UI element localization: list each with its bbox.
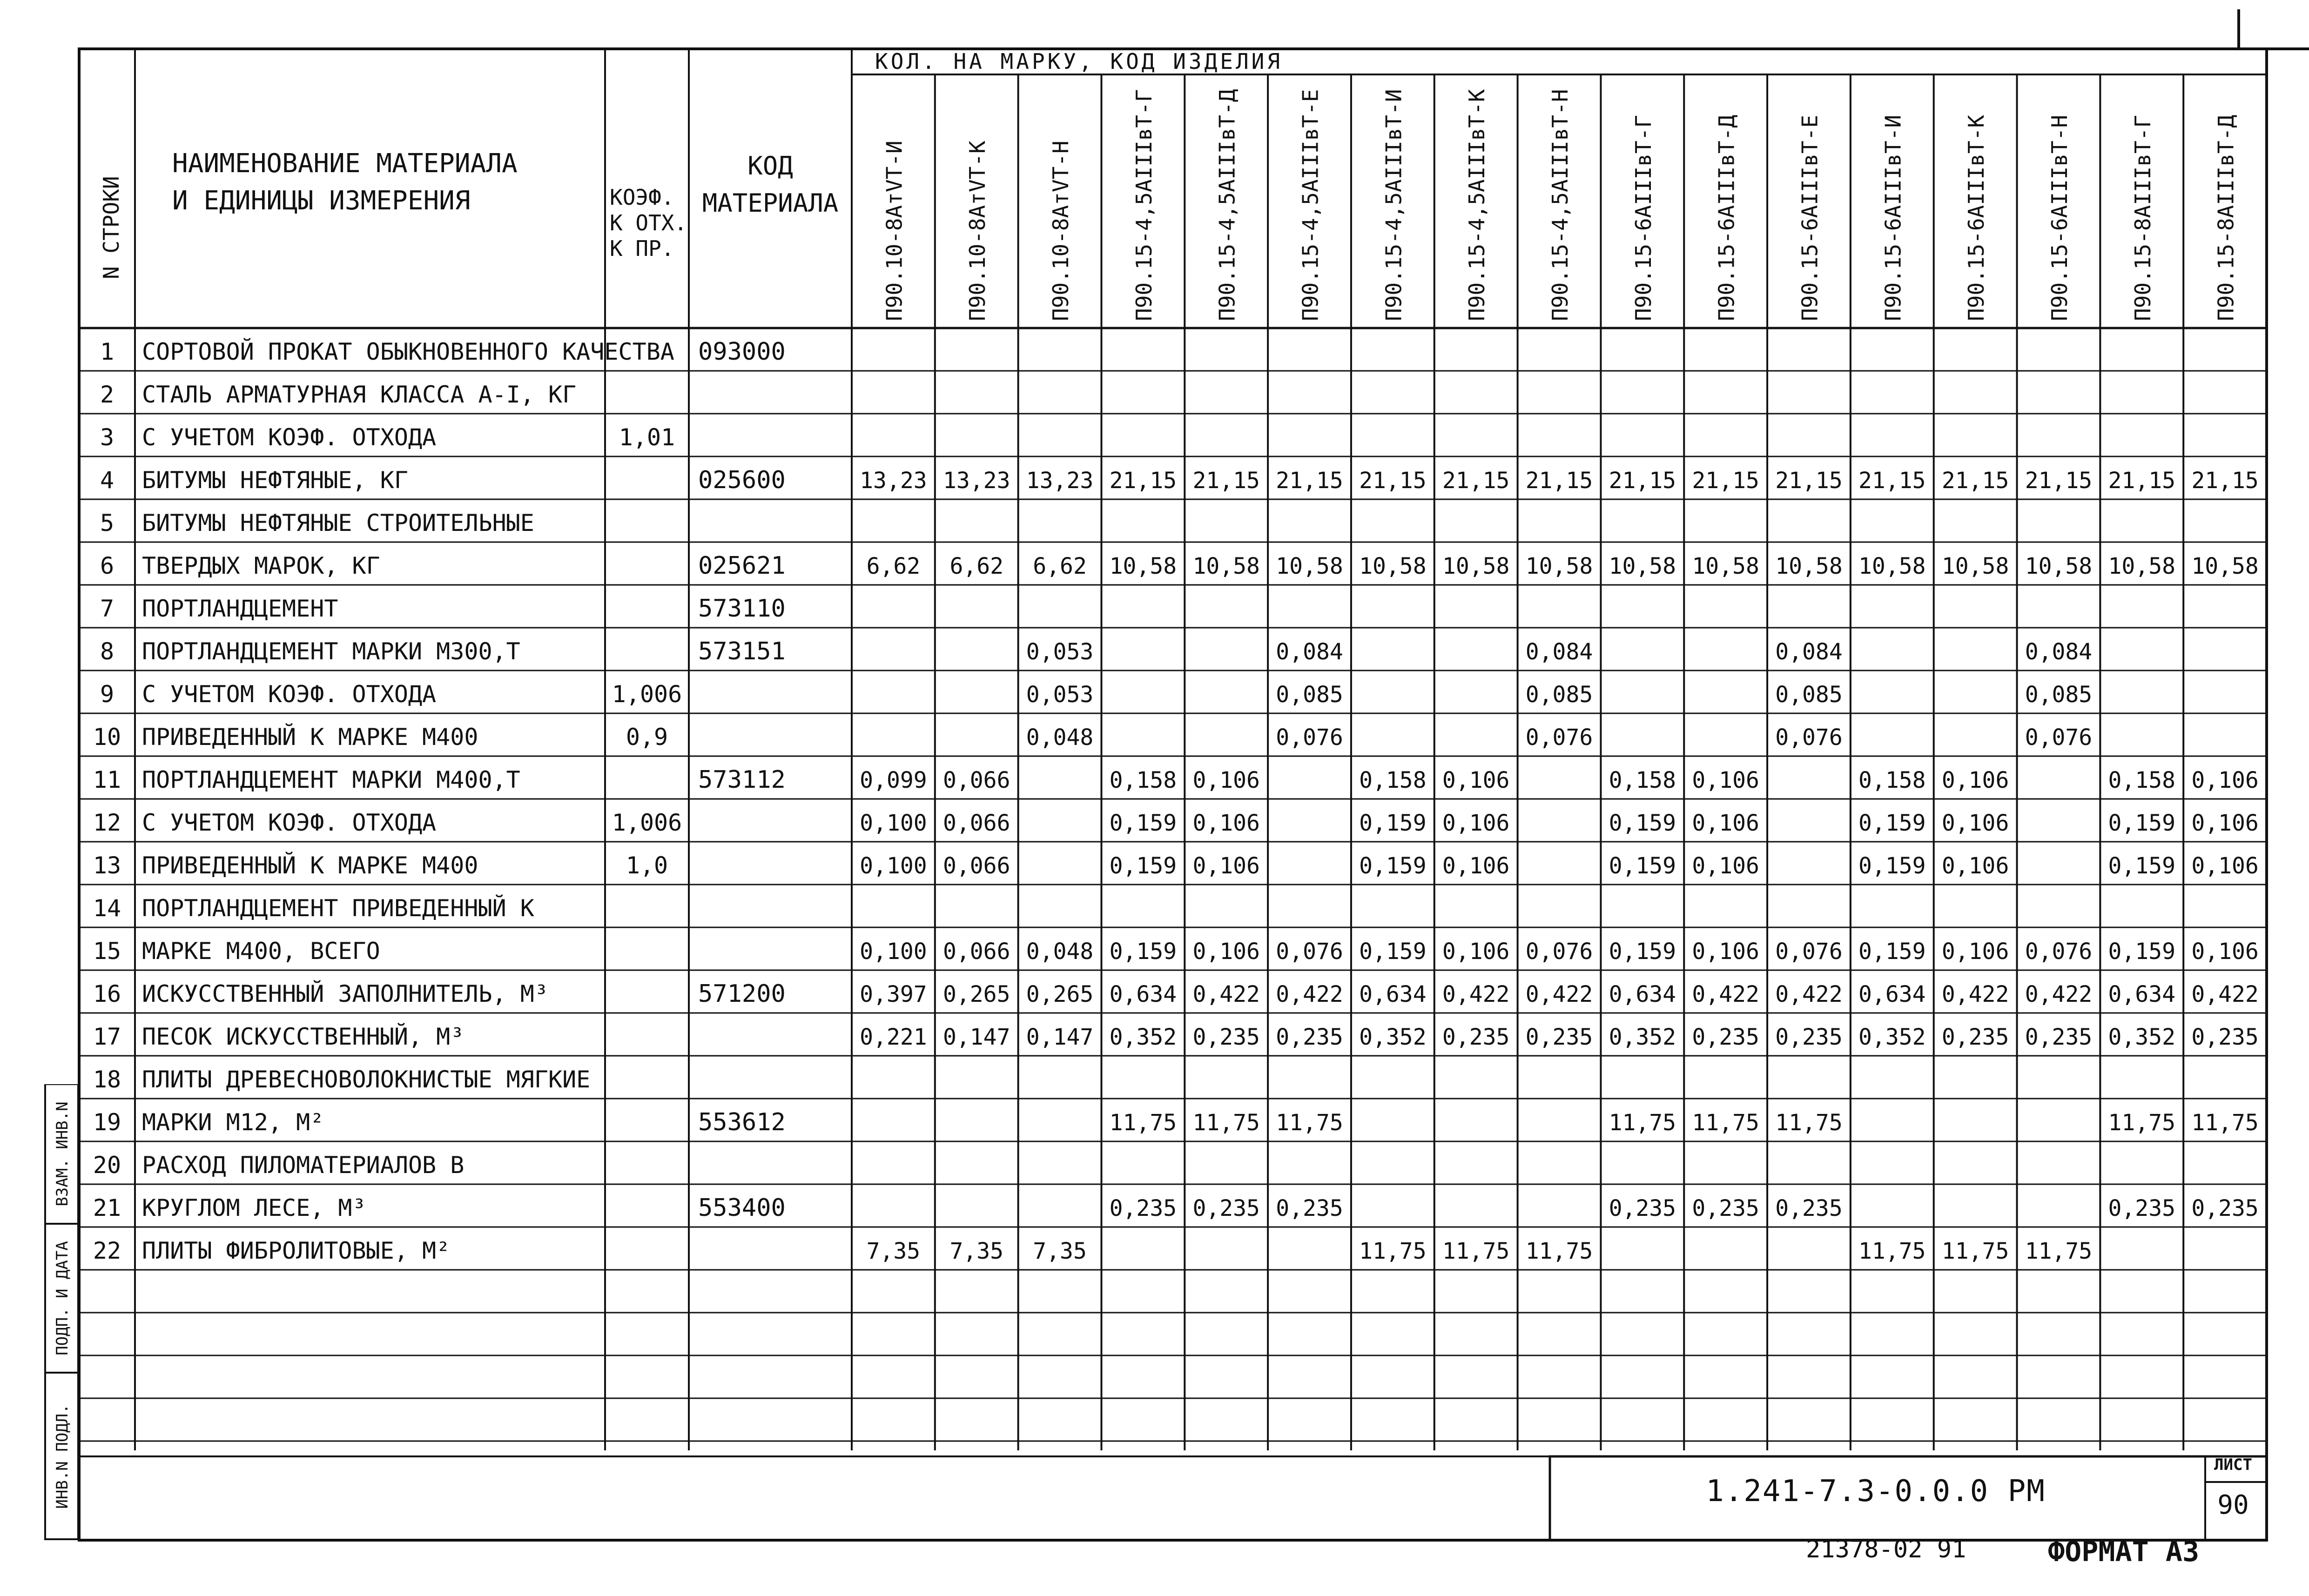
row-value: 0,099 <box>860 767 927 793</box>
row-value: 0,422 <box>1692 981 1759 1007</box>
row-value: 10,58 <box>1525 553 1593 579</box>
row-value: 11,75 <box>1775 1110 1843 1136</box>
row-value: 0,106 <box>1692 810 1759 836</box>
header-mark: П90.10-8АтVТ-И <box>882 141 907 321</box>
row-value: 21,15 <box>1692 468 1759 494</box>
row-value: 0,422 <box>1525 981 1593 1007</box>
row-value: 0,106 <box>1941 939 2009 965</box>
row-value: 0,422 <box>1276 981 1343 1007</box>
row-value: 0,076 <box>2025 939 2093 965</box>
row-value: 0,100 <box>860 810 927 836</box>
row-value: 0,053 <box>1026 682 1094 708</box>
row-value: 0,422 <box>2191 981 2259 1007</box>
row-value: 10,58 <box>1192 553 1260 579</box>
row-value: 0,235 <box>1775 1024 1843 1050</box>
row-value: 21,15 <box>1276 468 1343 494</box>
row-material-name: СОРТОВОЙ ПРОКАТ ОБЫКНОВЕННОГО КАЧЕСТВА <box>142 338 674 365</box>
row-value: 13,23 <box>942 468 1010 494</box>
stamp-label: ИНВ.N ПОДЛ. <box>53 1404 72 1509</box>
row-value: 0,106 <box>1941 810 2009 836</box>
row-value: 21,15 <box>1192 468 1260 494</box>
outer-frame <box>79 49 2267 1540</box>
row-value: 10,58 <box>2191 553 2259 579</box>
row-value: 10,58 <box>1941 553 2009 579</box>
row-value: 0,106 <box>1692 853 1759 879</box>
row-value: 0,352 <box>1359 1024 1427 1050</box>
row-value: 0,106 <box>1941 767 2009 793</box>
side-stamp-svg <box>44 1084 79 1540</box>
row-value: 0,634 <box>2108 981 2176 1007</box>
row-material-name: С УЧЕТОМ КОЭФ. ОТХОДА <box>142 809 437 836</box>
document-code: 1.241-7.3-0.0.0 РМ <box>1706 1474 2046 1509</box>
header-mark: П90.15-4,5АIIIвТ-К <box>1464 89 1490 321</box>
row-material-name: С УЧЕТОМ КОЭФ. ОТХОДА <box>142 424 437 451</box>
row-number: 5 <box>100 510 114 536</box>
row-value: 0,084 <box>1525 639 1593 665</box>
row-material-name: СТАЛЬ АРМАТУРНАЯ КЛАССА А-I, КГ <box>142 381 577 408</box>
row-value: 0,235 <box>1525 1024 1593 1050</box>
row-value: 0,422 <box>2025 981 2093 1007</box>
row-number: 7 <box>100 595 114 622</box>
row-value: 0,634 <box>1609 981 1676 1007</box>
row-value: 21,15 <box>1525 468 1593 494</box>
row-number: 1 <box>100 338 114 365</box>
row-value: 21,15 <box>1359 468 1427 494</box>
row-value: 0,235 <box>1109 1195 1177 1221</box>
row-material-name: ПОРТЛАНДЦЕМЕНТ МАРКИ М300,Т <box>142 638 520 665</box>
row-coef: 0,9 <box>626 724 668 751</box>
row-number: 14 <box>93 895 121 922</box>
row-value: 0,159 <box>1858 853 1926 879</box>
row-value: 0,221 <box>860 1024 927 1050</box>
row-number: 19 <box>93 1109 121 1136</box>
row-value: 0,159 <box>1359 810 1427 836</box>
row-coef: 1,01 <box>619 424 675 451</box>
row-value: 0,106 <box>2191 767 2259 793</box>
row-value: 13,23 <box>1026 468 1094 494</box>
row-value: 0,159 <box>2108 810 2176 836</box>
row-material-name: С УЧЕТОМ КОЭФ. ОТХОДА <box>142 681 437 708</box>
order-code: 21378-02 91 <box>1806 1536 1966 1563</box>
row-value: 0,158 <box>1109 767 1177 793</box>
header-mark: П90.15-4,5АIIIвТ-Е <box>1298 89 1323 321</box>
row-coef: 1,006 <box>612 681 682 708</box>
row-value: 0,147 <box>942 1024 1010 1050</box>
row-value: 0,076 <box>2025 724 2093 751</box>
row-value: 0,066 <box>942 767 1010 793</box>
row-value: 0,422 <box>1442 981 1510 1007</box>
row-value: 0,076 <box>1775 724 1843 751</box>
row-value: 0,235 <box>1276 1195 1343 1221</box>
row-material-name: ПРИВЕДЕННЫЙ К МАРКЕ М400 <box>142 724 478 751</box>
row-value: 11,75 <box>1109 1110 1177 1136</box>
row-value: 0,235 <box>1692 1195 1759 1221</box>
row-value: 0,634 <box>1858 981 1926 1007</box>
row-value: 0,159 <box>1858 939 1926 965</box>
row-code: 553612 <box>698 1108 786 1136</box>
row-number: 3 <box>100 424 114 451</box>
row-code: 553400 <box>698 1194 786 1222</box>
row-value: 0,147 <box>1026 1024 1094 1050</box>
row-value: 0,076 <box>1775 939 1843 965</box>
row-value: 11,75 <box>1858 1238 1926 1264</box>
header-row-no: N СТРОКИ <box>99 176 124 279</box>
header-mark: П90.15-8АIIIвТ-Д <box>2213 114 2239 321</box>
row-value: 0,048 <box>1026 724 1094 751</box>
row-value: 0,159 <box>1109 939 1177 965</box>
row-material-name: ПОРТЛАНДЦЕМЕНТ ПРИВЕДЕННЫЙ К <box>142 895 534 922</box>
row-value: 7,35 <box>949 1238 1004 1264</box>
row-value: 0,634 <box>1109 981 1177 1007</box>
row-number: 20 <box>93 1152 121 1179</box>
row-value: 11,75 <box>1941 1238 2009 1264</box>
row-coef: 1,006 <box>612 809 682 836</box>
row-material-name: БИТУМЫ НЕФТЯНЫЕ, КГ <box>142 467 408 494</box>
row-value: 0,085 <box>1276 682 1343 708</box>
row-code: 571200 <box>698 980 786 1008</box>
row-value: 0,235 <box>1442 1024 1510 1050</box>
row-value: 0,100 <box>860 939 927 965</box>
row-value: 0,106 <box>2191 853 2259 879</box>
row-value: 11,75 <box>1442 1238 1510 1264</box>
row-value: 0,106 <box>1192 810 1260 836</box>
row-number: 6 <box>100 552 114 579</box>
row-material-name: КРУГЛОМ ЛЕСЕ, М³ <box>142 1194 366 1221</box>
format-label: ФОРМАТ А3 <box>2048 1536 2200 1568</box>
header-name-line1: НАИМЕНОВАНИЕ МАТЕРИАЛА <box>172 148 518 179</box>
row-value: 10,58 <box>1109 553 1177 579</box>
row-value: 21,15 <box>1609 468 1676 494</box>
row-value: 13,23 <box>860 468 927 494</box>
row-value: 0,106 <box>1692 939 1759 965</box>
stamp-label: ВЗАМ. ИНВ.N <box>53 1101 72 1207</box>
header-mark: П90.15-6АIIIвТ-Г <box>1630 114 1656 321</box>
row-value: 0,106 <box>1442 853 1510 879</box>
row-value: 10,58 <box>1359 553 1427 579</box>
row-value: 0,265 <box>942 981 1010 1007</box>
row-value: 21,15 <box>2108 468 2176 494</box>
row-value: 0,159 <box>2108 853 2176 879</box>
stamp-label: ПОДП. И ДАТА <box>53 1241 72 1355</box>
row-value: 0,235 <box>1775 1195 1843 1221</box>
header-mark: П90.15-4,5АIIIвТ-Г <box>1131 89 1157 321</box>
row-number: 2 <box>100 381 114 408</box>
row-value: 11,75 <box>1192 1110 1260 1136</box>
row-number: 22 <box>93 1237 121 1264</box>
row-value: 0,106 <box>1442 767 1510 793</box>
header-mark: П90.10-8АтVТ-Н <box>1048 141 1074 321</box>
row-value: 0,106 <box>1442 810 1510 836</box>
row-value: 0,159 <box>2108 939 2176 965</box>
row-number: 21 <box>93 1194 121 1221</box>
row-value: 0,066 <box>942 853 1010 879</box>
row-value: 10,58 <box>1609 553 1676 579</box>
row-value: 21,15 <box>1775 468 1843 494</box>
row-value: 6,62 <box>949 553 1004 579</box>
row-value: 0,106 <box>2191 939 2259 965</box>
side-stamp <box>44 1084 79 1540</box>
row-material-name: ПЛИТЫ ДРЕВЕСНОВОЛОКНИСТЫЕ МЯГКИЕ <box>142 1066 591 1093</box>
row-value: 0,397 <box>860 981 927 1007</box>
row-value: 0,159 <box>1359 939 1427 965</box>
row-coef: 1,0 <box>626 852 668 879</box>
row-value: 0,084 <box>2025 639 2093 665</box>
row-value: 0,085 <box>2025 682 2093 708</box>
row-value: 0,352 <box>2108 1024 2176 1050</box>
row-value: 0,352 <box>1609 1024 1676 1050</box>
row-value: 0,158 <box>2108 767 2176 793</box>
header-mark: П90.15-6АIIIвТ-Е <box>1797 114 1823 321</box>
row-value: 11,75 <box>1359 1238 1427 1264</box>
header-mark: П90.15-6АIIIвТ-Д <box>1714 114 1739 321</box>
row-value: 10,58 <box>1276 553 1343 579</box>
row-value: 0,066 <box>942 939 1010 965</box>
row-value: 0,106 <box>2191 810 2259 836</box>
row-number: 8 <box>100 638 114 665</box>
row-value: 0,066 <box>942 810 1010 836</box>
row-value: 10,58 <box>1858 553 1926 579</box>
row-number: 18 <box>93 1066 121 1093</box>
row-code: 025621 <box>698 552 786 580</box>
header-mark: П90.10-8АтVТ-К <box>965 141 990 321</box>
row-number: 15 <box>93 938 121 965</box>
row-number: 4 <box>100 467 114 494</box>
row-value: 0,352 <box>1858 1024 1926 1050</box>
row-value: 0,422 <box>1192 981 1260 1007</box>
row-value: 0,106 <box>1192 767 1260 793</box>
row-number: 12 <box>93 809 121 836</box>
row-value: 0,106 <box>1442 939 1510 965</box>
row-value: 0,235 <box>1692 1024 1759 1050</box>
row-code: 573112 <box>698 766 786 794</box>
row-value: 10,58 <box>2108 553 2176 579</box>
header-mark: П90.15-6АIIIвТ-К <box>1964 114 1989 321</box>
row-number: 9 <box>100 681 114 708</box>
header-name-line2: И ЕДИНИЦЫ ИЗМЕРЕНИЯ <box>172 186 471 216</box>
row-value: 7,35 <box>866 1238 921 1264</box>
row-value: 0,076 <box>1276 724 1343 751</box>
row-code: 573110 <box>698 595 786 623</box>
row-value: 0,159 <box>1109 853 1177 879</box>
row-value: 0,422 <box>1941 981 2009 1007</box>
header-coef-line3: К ПР. <box>610 236 674 261</box>
row-material-name: РАСХОД ПИЛОМАТЕРИАЛОВ В <box>142 1152 464 1179</box>
row-value: 0,085 <box>1525 682 1593 708</box>
row-number: 13 <box>93 852 121 879</box>
row-value: 11,75 <box>2025 1238 2093 1264</box>
row-code: 025600 <box>698 466 786 494</box>
row-code: 573151 <box>698 637 786 665</box>
row-number: 11 <box>93 766 121 793</box>
row-number: 16 <box>93 980 121 1007</box>
row-value: 0,422 <box>1775 981 1843 1007</box>
row-value: 0,159 <box>1858 810 1926 836</box>
row-value: 11,75 <box>1692 1110 1759 1136</box>
row-value: 0,159 <box>1609 939 1676 965</box>
row-value: 0,159 <box>1359 853 1427 879</box>
row-value: 21,15 <box>1941 468 2009 494</box>
row-value: 0,084 <box>1276 639 1343 665</box>
row-material-name: ПЕСОК ИСКУССТВЕННЫЙ, М³ <box>142 1023 464 1050</box>
row-value: 21,15 <box>1442 468 1510 494</box>
row-material-name: ТВЕРДЫХ МАРОК, КГ <box>142 552 380 579</box>
row-material-name: ПРИВЕДЕННЫЙ К МАРКЕ М400 <box>142 852 478 879</box>
row-value: 0,053 <box>1026 639 1094 665</box>
row-material-name: ПОРТЛАНДЦЕМЕНТ МАРКИ М400,Т <box>142 766 520 793</box>
row-value: 0,159 <box>1109 810 1177 836</box>
row-value: 10,58 <box>1692 553 1759 579</box>
header-code-line1: КОД <box>747 151 793 181</box>
row-value: 0,076 <box>1525 939 1593 965</box>
row-value: 0,048 <box>1026 939 1094 965</box>
row-value: 0,159 <box>1609 810 1676 836</box>
row-value: 0,158 <box>1609 767 1676 793</box>
row-code: 093000 <box>698 338 786 366</box>
row-value: 11,75 <box>2191 1110 2259 1136</box>
row-number: 17 <box>93 1023 121 1050</box>
row-value: 0,106 <box>1192 939 1260 965</box>
header-mark: П90.15-4,5АIIIвТ-И <box>1381 89 1407 321</box>
header-mark: П90.15-4,5АIIIвТ-Д <box>1214 89 1240 321</box>
row-value: 0,076 <box>1525 724 1593 751</box>
row-value: 0,352 <box>1109 1024 1177 1050</box>
row-value: 0,106 <box>1192 853 1260 879</box>
row-value: 11,75 <box>1525 1238 1593 1264</box>
header-mark: П90.15-6АIIIвТ-Н <box>2046 114 2072 321</box>
row-material-name: МАРКИ М12, М² <box>142 1109 324 1136</box>
row-material-name: БИТУМЫ НЕФТЯНЫЕ СТРОИТЕЛЬНЫЕ <box>142 510 534 536</box>
header-group-title: КОЛ. НА МАРКУ, КОД ИЗДЕЛИЯ <box>875 49 1283 74</box>
row-value: 11,75 <box>1609 1110 1676 1136</box>
row-value: 0,235 <box>1941 1024 2009 1050</box>
header-mark: П90.15-8АIIIвТ-Г <box>2130 114 2155 321</box>
header-coef-line2: К ОТХ. <box>610 210 687 235</box>
row-value: 6,62 <box>1033 553 1087 579</box>
sheet-number: 90 <box>2217 1490 2249 1520</box>
row-value: 0,235 <box>2191 1024 2259 1050</box>
header-code-line2: МАТЕРИАЛА <box>702 188 839 218</box>
sheet-label: ЛИСТ <box>2214 1455 2252 1474</box>
row-value: 10,58 <box>1775 553 1843 579</box>
row-value: 0,235 <box>2025 1024 2093 1050</box>
row-value: 0,158 <box>1858 767 1926 793</box>
row-value: 0,235 <box>2191 1195 2259 1221</box>
header-mark: П90.15-6АIIIвТ-И <box>1880 114 1906 321</box>
row-value: 0,265 <box>1026 981 1094 1007</box>
row-value: 0,085 <box>1775 682 1843 708</box>
row-value: 6,62 <box>866 553 921 579</box>
row-value: 0,084 <box>1775 639 1843 665</box>
row-material-name: ИСКУССТВЕННЫЙ ЗАПОЛНИТЕЛЬ, М³ <box>142 980 548 1007</box>
row-value: 0,634 <box>1359 981 1427 1007</box>
row-value: 0,235 <box>1192 1024 1260 1050</box>
row-value: 10,58 <box>2025 553 2093 579</box>
row-value: 0,100 <box>860 853 927 879</box>
row-value: 0,235 <box>1192 1195 1260 1221</box>
row-value: 0,158 <box>1359 767 1427 793</box>
row-value: 11,75 <box>1276 1110 1343 1136</box>
row-value: 0,106 <box>1692 767 1759 793</box>
row-value: 0,106 <box>1941 853 2009 879</box>
row-value: 0,076 <box>1276 939 1343 965</box>
row-value: 21,15 <box>1109 468 1177 494</box>
header-coef-line1: КОЭФ. <box>610 185 674 210</box>
row-material-name: ПЛИТЫ ФИБРОЛИТОВЫЕ, М² <box>142 1237 451 1264</box>
row-number: 10 <box>93 724 121 751</box>
row-value: 0,235 <box>1276 1024 1343 1050</box>
row-value: 0,235 <box>2108 1195 2176 1221</box>
row-material-name: ПОРТЛАНДЦЕМЕНТ <box>142 595 338 622</box>
row-value: 7,35 <box>1033 1238 1087 1264</box>
row-value: 0,235 <box>1609 1195 1676 1221</box>
row-value: 10,58 <box>1442 553 1510 579</box>
row-value: 21,15 <box>2025 468 2093 494</box>
row-value: 21,15 <box>2191 468 2259 494</box>
header-mark: П90.15-4,5АIIIвТ-Н <box>1548 89 1573 321</box>
row-value: 0,159 <box>1609 853 1676 879</box>
row-value: 11,75 <box>2108 1110 2176 1136</box>
row-material-name: МАРКЕ М400, ВСЕГО <box>142 938 380 965</box>
row-value: 21,15 <box>1858 468 1926 494</box>
